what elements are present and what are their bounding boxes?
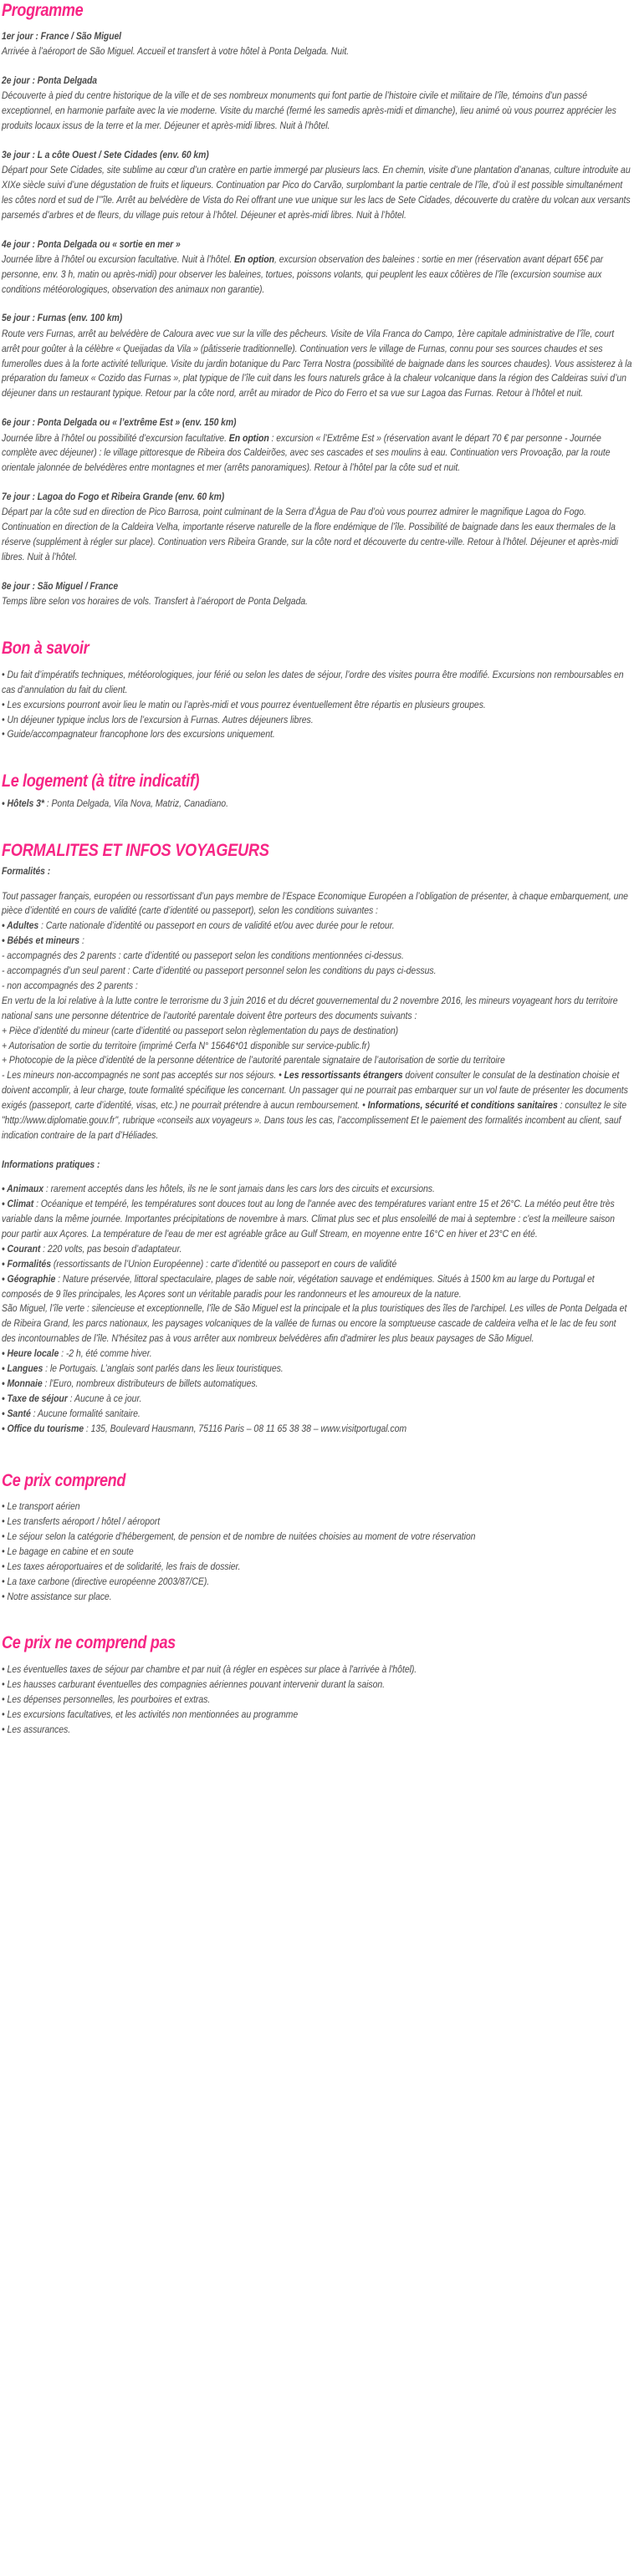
list-item: • Les excursions facultatives, et les activités non mentionnées au programme — [2, 1708, 299, 1720]
list-item: • Les transferts aéroport / hôtel / aéroport — [2, 1515, 161, 1527]
list-item — [2, 1197, 632, 1242]
list-item-label: • Heure locale — [2, 1348, 59, 1360]
list-item: - accompagnés des 2 parents : carte d’identité ou passeport selon les conditions mentionnées ci-dessus. — [2, 950, 404, 962]
list-item: • Notre assistance sur place. — [2, 1591, 112, 1602]
day-text: Départ par la côte sud en direction de Pico Barrosa, point culminant de la Serra d’Água de Pau d’où vous pourrez admirer le magnifique Lagoa do Fogo. Continuation en direction de la Caldeira Velha, importante réserve naturelle de la flore endémique de l’île. Possibilité de baignade dans les eaux thermales de la réserve (supplément à régler sur place). Continuation vers Ribeira Grande, sur la côte nord et découverte du centre-ville. Retour à l’hôtel. Déjeuner et après-midi libres. Nuit à l’hôtel. — [2, 507, 619, 563]
list-item-label: • Animaux — [2, 1184, 44, 1195]
list-item — [2, 934, 632, 949]
list-item-label: • Géographie — [2, 1273, 56, 1285]
list-item-value: : 135, Boulevard Hausmann, 75116 Paris – 08 11 65 38 38 – www.visitportugal.com — [84, 1423, 407, 1434]
list-item-value: : Carte nationale d’identité ou passeport en cours de validité et/ou avec durée pour le retour. — [38, 920, 395, 932]
list-item — [2, 1407, 632, 1422]
day-title: 3e jour : L a côte Ouest / Sete Cidades (env. 60 km) — [2, 150, 209, 160]
list-item-label: • Monnaie — [2, 1377, 43, 1389]
list-item-value: : -2 h, été comme hiver. — [59, 1348, 152, 1360]
formalites-subheading: Formalités : — [2, 867, 51, 878]
list-item-value: : l'Euro, nombreux distributeurs de billets automatiques. — [42, 1377, 258, 1389]
list-item-label: • Office du tourisme — [2, 1423, 84, 1434]
list-item-value: : le Portugais. L’anglais sont parlés dans les lieux touristiques. — [43, 1363, 284, 1375]
formalites-intro: Tout passager français, européen ou ressortissant d’un pays membre de l’Espace Economique Européen a l’obligation de présenter, à chaque embarquement, une pièce d’identité en cours de validité (carte d’identité ou passeport), selon les conditions suivantes : — [2, 890, 628, 917]
list-item-value: : 220 volts, pas besoin d’adaptateur. — [40, 1243, 182, 1255]
formalites-final-text: - Les mineurs non-accompagnés ne sont pas acceptés sur nos séjours. • Les ressortissants étrangers doivent consulter le consulat de la destination choisie et doivent accomplir, à leur charge, toute formalité spécifique les concernant. Un passager qui ne pourrait pas embarquer sur un vol faute de présenter les documents exigés (passeport, carte d’identité, visas, etc.) ne pourrait prétendre à aucun remboursement. • Informations, sécurité et conditions sanitaires : consultez le site "http://www.diplomatie.gouv.fr", rubrique «conseils aux voyageurs ». Dans tous les cas, l’accomplissement Et le paiement des formalités incombent au client, sauf indication contraire de la part d’Héliades. — [2, 1070, 628, 1141]
list-item: • Les dépenses personnelles, les pourboires et extras. — [2, 1693, 211, 1705]
day-text: Départ pour Sete Cidades, site sublime au cœur d’un cratère en partie immergé par plusieurs lacs. En chemin, visite d’une plantation d’ananas, culture introduite au XIXe siècle suivi d’une dégustation de fruits et liqueurs. Continuation par Pico do Carvão, surplombant la partie centrale de l’île, d’où il est possible simultanément les côtes nord et sud de l’”île. Arrêt au belvédère de Vista do Rei offrant une vue unique sur les lacs de Sete Cidades, découverte du cratère du volcan aux versants parsemés d’arbres et de fleurs, du village puis retour à l’hôtel. Déjeuner et après-midi libres. Nuit à l’hôtel. — [2, 164, 631, 221]
list-item-label: • Formalités — [2, 1258, 52, 1270]
list-item: - non accompagnés des 2 parents : — [2, 980, 138, 991]
day-title: 4e jour : Ponta Delgada ou « sortie en mer » — [2, 239, 181, 250]
list-item: • Les excursions pourront avoir lieu le matin ou l’après-midi et vous pourrez éventuellement être répartis en plusieurs groupes. — [2, 699, 486, 710]
list-item: + Pièce d’identité du mineur (carte d’identité ou passeport selon règlementation du pays de destination) — [2, 1025, 399, 1036]
list-item: • Les taxes aéroportuaires et de solidarité, les frais de dossier. — [2, 1560, 241, 1572]
day-title: 7e jour : Lagoa do Fogo et Ribeira Grande (env. 60 km) — [2, 492, 225, 503]
prix-comprend-heading: Ce prix comprend — [2, 1470, 126, 1490]
list-item — [2, 797, 632, 812]
list-item: - accompagnés d’un seul parent : Carte d’identité ou passeport personnel selon les conditions du pays ci-dessus. — [2, 965, 437, 977]
list-item: • Les assurances. — [2, 1723, 71, 1735]
day-text: Temps libre selon vos horaires de vols. Transfert à l’aéroport de Ponta Delgada. — [2, 596, 309, 608]
list-item: • Guide/accompagnateur francophone lors des excursions uniquement. — [2, 729, 275, 741]
day-text: Journée libre à l’hôtel ou possibilité d’excursion facultative. En option : excursion « l’Extrême Est » (réservation avant le départ 70 € par personne - Journée complète avec déjeuner) : le village pittoresque de Ribeira dos Caldeirões, avec ses cascades et ses moulins à eau. Continuation vers Provoação, par la route orientale jalonnée de belvédères entre montagnes et mer (arrêts panoramiques). Retour à l’hôtel par la côte sud et nuit. — [2, 432, 611, 474]
list-item — [2, 1347, 632, 1362]
list-item — [2, 919, 632, 934]
day-text: Découverte à pied du centre historique de la ville et de ses nombreux monuments qui font partie de l’histoire civile et militaire de l’île, témoins d’un passé exceptionnel, en harmonie parfaite avec la vie moderne. Visite du marché (fermé les samedis après-midi et dimanche), lieu animé où vous pourrez apprécier les produits locaux issus de la terre et la mer. Déjeuner et après-midi libres. Nuit à l’hôtel. — [2, 89, 616, 131]
list-item — [2, 1377, 632, 1392]
day-title: 6e jour : Ponta Delgada ou « l’extrême Est » (env. 150 km) — [2, 418, 237, 429]
day-title: 1er jour : France / São Miguel — [2, 31, 122, 42]
list-item-value: : Aucune formalité sanitaire. — [30, 1408, 141, 1419]
list-item: • Les hausses carburant éventuelles des compagnies aériennes pouvant intervenir durant la saison. — [2, 1678, 386, 1690]
section-prix-comprend — [2, 1470, 632, 1491]
day-title: 8e jour : São Miguel / France — [2, 582, 119, 593]
sao-miguel-paragraph: São Miguel, l’île verte : silencieuse et exceptionnelle, l’île de São Miguel est la principale et la plus touristiques des îles de l'archipel. Les villes de Ponta Delgada et de Ribeira Grand, les parcs nationaux, les paysages volcaniques de la vallée de furnas ou encore la somptueuse cascade de caldeira velha et le lac de feu sont des incontournables de l’île. N'hésitez pas à vous arrêter aux nombreux belvédères afin d'admirer les plus beaux paysages de São Miguel. — [2, 1303, 627, 1345]
list-item-label: • Langues — [2, 1363, 43, 1375]
list-item: + Photocopie de la pièce d’identité de la personne détentrice de l’autorité parentale signataire de l’autorisation de sortie du territoire — [2, 1055, 505, 1067]
programme-heading: Programme — [2, 1, 84, 20]
list-item-value: : Océanique et tempéré, les températures sont douces tout au long de l'année avec des températures variant entre 15 et 26°C. La météo peut être très variable dans la même journée. Importantes précipitations de novembre à mars. Climat plus sec et plus ensoleillé de mai à septembre : c'est la meilleure saison pour partir aux Açores. La température de l'eau de mer est agréable grâce au Gulf Stream, en moyenne entre 16°C en hiver et 23°C en été. — [2, 1199, 615, 1240]
list-item — [2, 1257, 632, 1272]
list-item-label: • Taxe de séjour — [2, 1392, 68, 1404]
day-text: Arrivée à l’aéroport de São Miguel. Accueil et transfert à votre hôtel à Ponta Delgada. Nuit. — [2, 45, 350, 57]
day-text: Journée libre à l’hôtel ou excursion facultative. Nuit à l’hôtel. En option, excursion observation des baleines : sortie en mer (réservation avant départ 65€ par personne, env. 3 h, matin ou après-midi) pour observer les baleines, tortues, poissons volants, qui peuplent les eaux côtières de l’île (excursion soumise aux conditions météorologiques, observation des animaux non garantie). — [2, 253, 604, 295]
list-item — [2, 1362, 632, 1377]
list-item-value: : Ponta Delgada, Vila Nova, Matriz, Canadiano. — [43, 797, 228, 809]
day-title: 2e jour : Ponta Delgada — [2, 75, 97, 86]
logement-heading: Le logement (à titre indicatif) — [2, 771, 200, 792]
list-item-label: • Bébés et mineurs — [2, 935, 80, 947]
day-text: Route vers Furnas, arrêt au belvédère de Caloura avec vue sur la ville des pêcheurs. Visite de Vila Franca do Campo, 1ère capitale administrative de l’île, court arrêt pour goûter à la célèbre « Queijadas da Vila » (pâtisserie traditionnelle). Continuation vers le village de Furnas, connu pour ses sources chaudes et ses fumerolles dues à la forte activité tellurique. Visite du jardin botanique du Parc Terra Nostra (possibilité de baignade dans les sources chaudes). Vous assisterez à la préparation du fameux « Cozido das Furnas », plat typique de l’île cuit dans les fours naturels grâce à la chaleur volcanique dans la région des Caldeiras suivi d’un déjeuner dans un restaurant typique. Retour par la côte nord, arrêt au mirador de Pico do Ferro et sa vue sur Lagoa das Furnas. Retour à l’hôtel et nuit. — [2, 328, 632, 400]
section-prix-ne-comprend-pas — [2, 1632, 632, 1653]
list-item: • Le séjour selon la catégorie d’hébergement, de pension et de nombre de nuitées choisies au moment de votre réservation — [2, 1530, 476, 1542]
list-item: • Les éventuelles taxes de séjour par chambre et par nuit (à régler en espèces sur place à l'arrivée à l'hôtel). — [2, 1663, 417, 1675]
list-item-value: : — [79, 935, 84, 947]
list-item: + Autorisation de sortie du territoire (imprimé Cerfa N° 15646*01 disponible sur service-public.fr) — [2, 1040, 371, 1051]
list-item-value: (ressortissants de l’Union Européenne) : carte d’identité ou passeport en cours de validité — [51, 1258, 397, 1270]
list-item — [2, 1392, 632, 1407]
list-item-value: : Aucune à ce jour. — [67, 1392, 142, 1404]
section-logement — [2, 771, 632, 792]
day-title: 5e jour : Furnas (env. 100 km) — [2, 313, 123, 324]
bon-a-savoir-heading: Bon à savoir — [2, 639, 89, 659]
list-item: • Un déjeuner typique inclus lors de l’excursion à Furnas. Autres déjeuners libres. — [2, 714, 314, 725]
list-item-label: • Santé — [2, 1408, 31, 1419]
prix-ne-comprend-pas-heading: Ce prix ne comprend pas — [2, 1633, 176, 1653]
list-item — [2, 1182, 632, 1197]
list-item-label: • Hôtels 3* — [2, 797, 44, 809]
formalites-heading: FORMALITES ET INFOS VOYAGEURS — [2, 840, 269, 860]
section-programme — [2, 0, 632, 21]
list-item-label: • Courant — [2, 1243, 41, 1255]
section-formalites — [2, 840, 632, 861]
list-item-value: : rarement acceptés dans les hôtels, ils ne le sont jamais dans les cars lors des circuits et excursions. — [43, 1184, 435, 1195]
list-item-value: : Nature préservée, littoral spectaculaire, plages de sable noir, végétation sauvage et endémiques. Situés à 1500 km au large du Portugal et composés de 9 îles principales, les Açores sont un véritable paradis pour les randonneurs et les amoureux de la nature. — [2, 1273, 595, 1300]
list-item — [2, 1242, 632, 1257]
section-bon-a-savoir — [2, 638, 632, 659]
minors-law-text: En vertu de la loi relative à la lutte contre le terrorisme du 3 juin 2016 et du décret gouvernemental du 2 novembre 2016, les mineurs voyageant hors du territoire national sans une personne détentrice de l’autorité parentale doivent être porteurs des documents suivants : — [2, 995, 618, 1021]
list-item — [2, 1272, 632, 1302]
list-item-label: • Adultes — [2, 920, 39, 932]
list-item: • Le transport aérien — [2, 1501, 80, 1513]
list-item-label: • Climat — [2, 1199, 34, 1210]
list-item: • Du fait d’impératifs techniques, météorologiques, jour férié ou selon les dates de séjour, l’ordre des visites pourra être modifié. Excursions non remboursables en cas d’annulation du fait du client. — [2, 669, 624, 695]
infos-pratiques-subheading: Informations pratiques : — [2, 1159, 100, 1170]
list-item: • Le bagage en cabine et en soute — [2, 1545, 134, 1557]
list-item — [2, 1422, 632, 1437]
list-item: • La taxe carbone (directive européenne 2003/87/CE). — [2, 1576, 210, 1587]
